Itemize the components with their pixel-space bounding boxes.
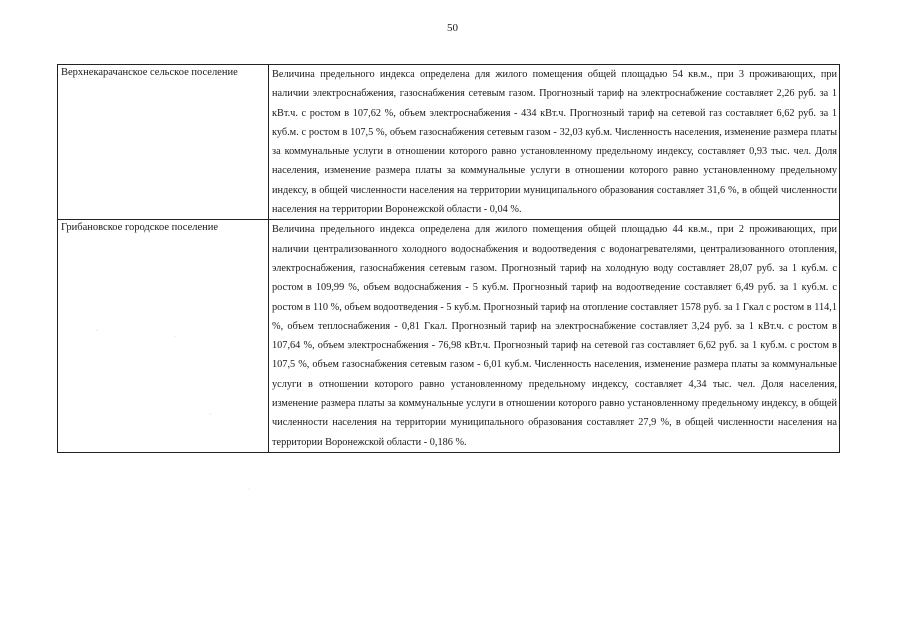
scan-speck: · (209, 412, 211, 418)
scan-speck: · (174, 334, 176, 340)
table-row (58, 65, 840, 220)
scan-speck: · (248, 487, 250, 493)
settlement-description-cell: Величина предельного индекса определена для жилого помещения общей площадью 54 кв.м., при 3 проживающих, при наличии электроснабжения, газоснабжения сетевым газом. Прогнозный тариф на электроснабжение составляет 2,26 руб. за 1 кВт.ч. с ростом в 107,62 %, объем электроснабжения - 434 кВт.ч. Прогнозный тариф на сетевой газ составляет 6,62 руб. за 1 куб.м. с ростом в 107,5 %, объем газоснабжения сетевым газом - 32,03 куб.м. Численность населения, изменение размера платы за коммунальные услуги в отношении которого равно установленному предельному индексу, составляет 0,93 тыс. чел. Доля населения, изменение размера платы за коммунальные услуги в отношении которого равно установленному предельному индексу, в общей численности населения на территории муниципального образования составляет 31,6 %, в общей численности населения на территории Воронежской области - 0,04 %. (269, 65, 840, 220)
settlements-table (57, 64, 840, 453)
scan-speck: · (96, 328, 98, 334)
settlement-name-cell: Грибановское городское поселение (58, 220, 269, 453)
settlement-description-cell: Величина предельного индекса определена для жилого помещения общей площадью 44 кв.м., при 2 проживающих, при наличии централизованного холодного водоснабжения и водоотведения с водонагревателями, централизованного отопления, электроснабжения, газоснабжения сетевым газом. Прогнозный тариф на холодную воду составляет 28,07 руб. за 1 куб.м. с ростом в 109,99 %, объем водоснабжения - 5 куб.м. Прогнозный тариф на водоотведение составляет 6,49 руб. за 1 куб.м. с ростом в 110 %, объем водоотведения - 5 куб.м. Прогнозный тариф на отопление составляет 1578 руб. за 1 Гкал с ростом в 114,1 %, объем теплоснабжения - 0,81 Гкал. Прогнозный тариф на электроснабжение составляет 3,24 руб. за 1 кВт.ч. с ростом в 107,64 %, объем электроснабжения - 76,98 кВт.ч. Прогнозный тариф на сетевой газ составляет 6,62 руб. за 1 куб.м. с ростом в 107,5 %, объем газоснабжения сетевым газом - 6,01 куб.м. Численность населения, изменение размера платы за коммунальные услуги в отношении которого равно установленному предельному индексу, составляет 4,34 тыс. чел. Доля населения, изменение размера платы за коммунальные услуги в отношении которого равно установленному предельному индексу, в общей численности населения на территории муниципального образования составляет 27,9 %, в общей численности населения на территории Воронежской области - 0,186 %. (269, 220, 840, 453)
settlement-name-cell: Верхнекарачанское сельское поселение (58, 65, 269, 220)
page-number: 50 (447, 22, 458, 34)
